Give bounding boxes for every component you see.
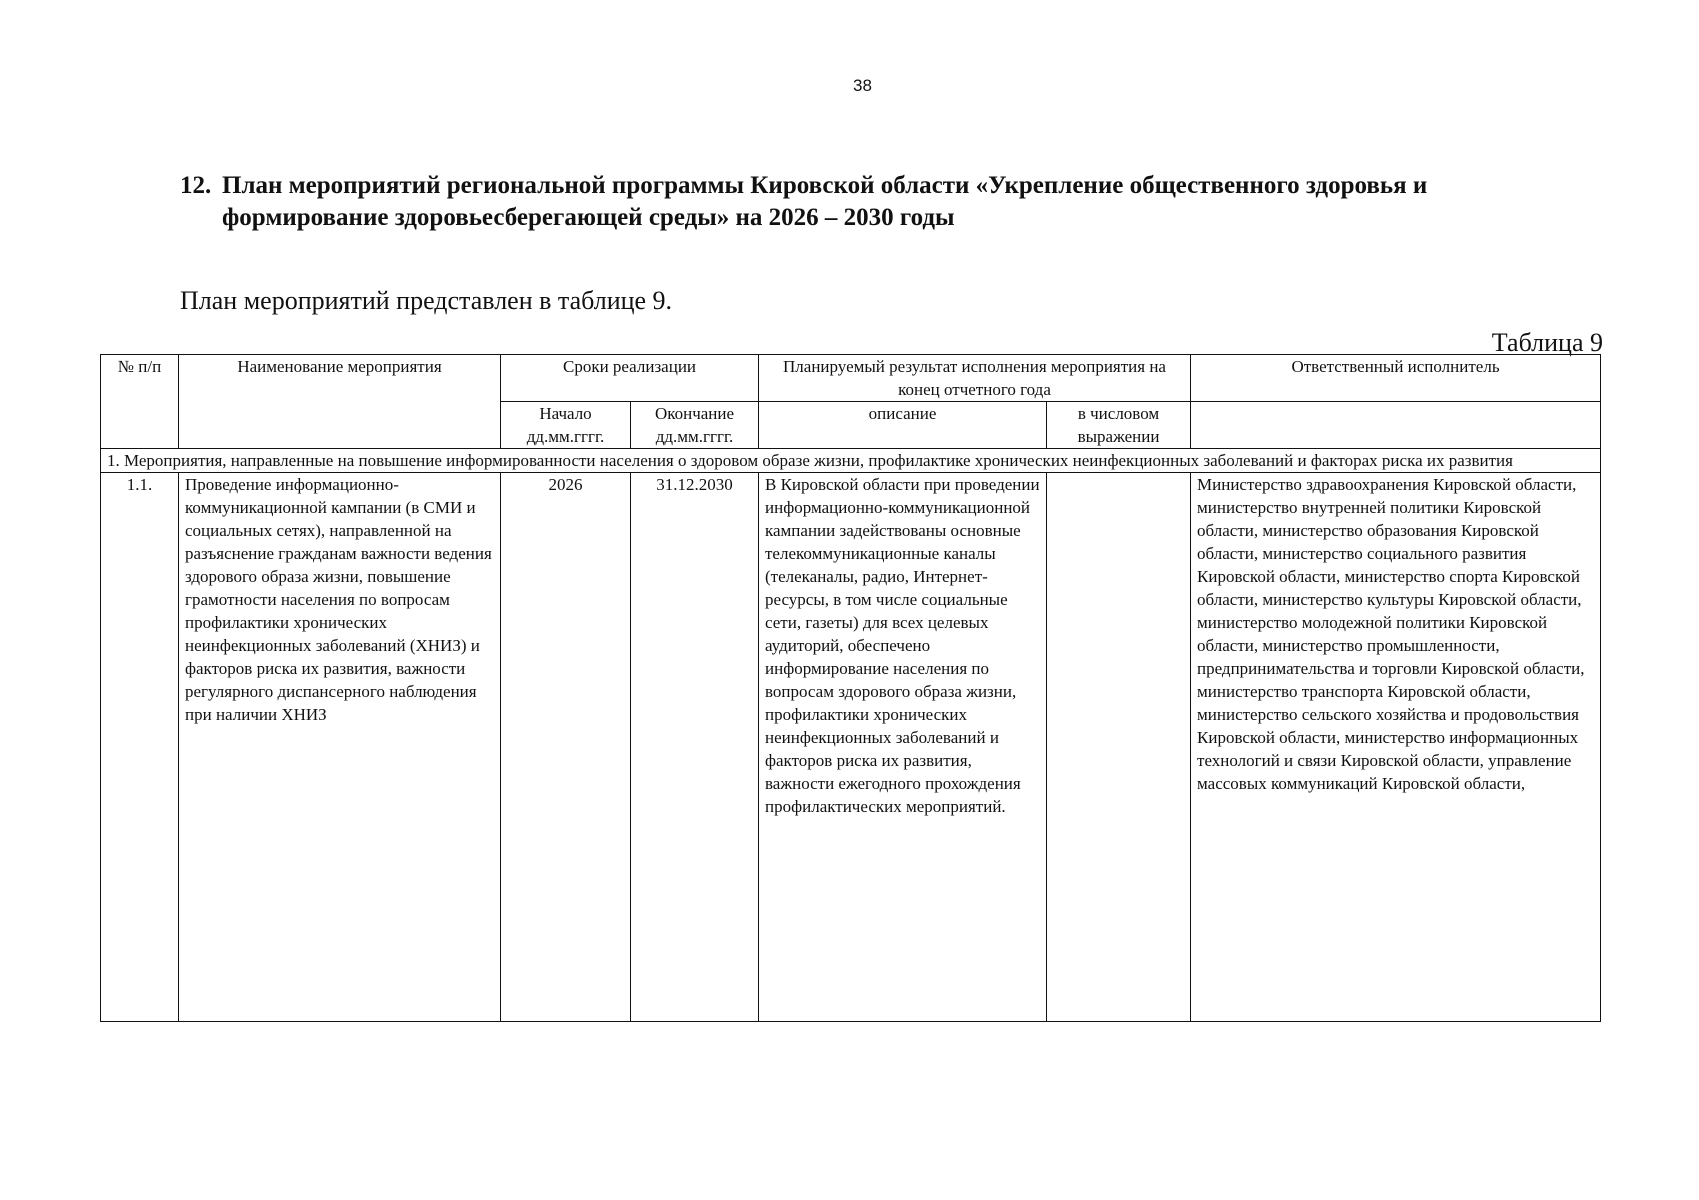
row-start: 2026 xyxy=(501,473,631,1022)
header-executor: Ответственный исполнитель xyxy=(1191,355,1601,402)
section-heading xyxy=(180,170,1620,234)
heading-line-2: формирование здоровьесберегающей среды» на 2026 – 2030 годы xyxy=(222,204,955,231)
header-row-1 xyxy=(101,355,1601,402)
header-result: Планируемый результат исполнения мероприятия на конец отчетного года xyxy=(759,355,1191,402)
heading-number: 12. xyxy=(180,172,212,199)
intro-text: План мероприятий представлен в таблице 9. xyxy=(180,286,673,315)
section-1-title: 1. Мероприятия, направленные на повышение информированности населения о здоровом образе жизни, профилактике хронических неинфекционных заболеваний и факторах риска их развития xyxy=(101,449,1601,473)
plan-table xyxy=(100,354,1601,1022)
page-number: 38 xyxy=(853,76,872,95)
header-start: Начало дд.мм.гггг. xyxy=(501,402,631,449)
header-numeric: в числовом выражении xyxy=(1047,402,1191,449)
section-row-1 xyxy=(101,449,1601,473)
row-executor: Министерство здравоохранения Кировской области, министерство внутренней политики Кировской области, министерство образования Кировской области, министерство социального развития Кировской области, министерство спорта Кировской области, министерство культуры Кировской области, министерство молодежной политики Кировской области, министерство промышленности, предпринимательства и торговли Кировской области, министерство транспорта Кировской области, министерство сельского хозяйства и продовольствия Кировской области, министерство информационных технологий и связи Кировской области, управление массовых коммуникаций Кировской области, xyxy=(1191,473,1601,1022)
table-row xyxy=(101,473,1601,1022)
row-numeric xyxy=(1047,473,1191,1022)
header-terms: Сроки реализации xyxy=(501,355,759,402)
header-num: № п/п xyxy=(101,355,179,449)
row-end: 31.12.2030 xyxy=(631,473,759,1022)
row-name: Проведение информационно-коммуникационной кампании (в СМИ и социальных сетях), направленной на разъяснение гражданам важности ведения здорового образа жизни, повышение грамотности населения по вопросам профилактики хронических неинфекционных заболеваний (ХНИЗ) и факторов риска их развития, важности регулярного диспансерного наблюдения при наличии ХНИЗ xyxy=(179,473,501,1022)
header-end: Окончание дд.мм.гггг. xyxy=(631,402,759,449)
header-description: описание xyxy=(759,402,1047,449)
row-num: 1.1. xyxy=(101,473,179,1022)
header-name: Наименование мероприятия xyxy=(179,355,501,449)
header-executor-sub xyxy=(1191,402,1601,449)
row-description: В Кировской области при проведении информационно-коммуникационной кампании задействованы основные телекоммуникационные каналы (телеканалы, радио, Интернет-ресурсы, в том числе социальные сети, газеты) для всех целевых аудиторий, обеспечено информирование населения по вопросам здорового образа жизни, профилактики хронических неинфекционных заболеваний и факторов риска их развития, важности ежегодного прохождения профилактических мероприятий. xyxy=(759,473,1047,1022)
table-caption: Таблица 9 xyxy=(1491,328,1603,357)
heading-line-1: План мероприятий региональной программы Кировской области «Укрепление общественного здоровья и xyxy=(222,172,1428,199)
